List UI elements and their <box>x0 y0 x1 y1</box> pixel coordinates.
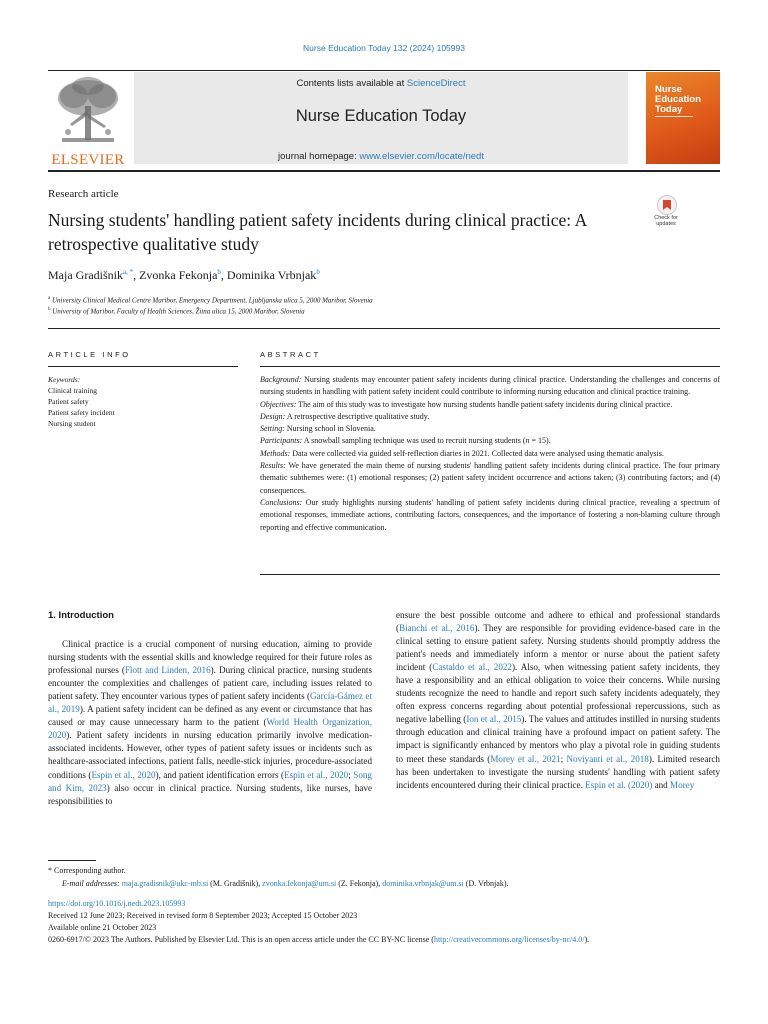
body-text: ), and patient identification errors ( <box>155 769 285 780</box>
body-column-right <box>396 609 720 792</box>
elsevier-wordmark: ELSEVIER <box>51 152 125 168</box>
abstract-rule-bottom <box>260 574 720 575</box>
keyword: Nursing student <box>48 419 96 428</box>
section-heading: 1. Introduction <box>48 610 114 621</box>
abstract-participants <box>260 435 720 447</box>
citation-link[interactable]: Espin et al. (2020) <box>585 779 653 790</box>
author-separator: , <box>220 268 227 282</box>
body-text: ; <box>560 753 567 764</box>
corresponding-author-note: * Corresponding author. <box>48 866 126 875</box>
email-owner: (D. Vrbnjak). <box>463 879 509 888</box>
design-text: A retrospective descriptive qualitative study. <box>285 411 430 421</box>
homepage-link[interactable]: www.elsevier.com/locate/nedt <box>359 151 484 162</box>
citation-link[interactable]: World Health Organization, 2020 <box>48 717 372 741</box>
email-link[interactable]: dominika.vrbnjak@um.si <box>382 879 464 888</box>
abstract-conclusions <box>260 497 720 534</box>
objectives-text: The aim of this study was to investigate how nursing students handle patient safety incidents during clinical practice. <box>296 399 673 409</box>
participants-label: Participants: <box>260 436 303 446</box>
author-separator: , <box>133 268 140 282</box>
check-for-updates-button[interactable] <box>651 195 681 231</box>
bookmark-icon <box>657 195 677 215</box>
keyword: Patient safety incident <box>48 408 115 417</box>
homepage-prefix: journal homepage: <box>278 151 360 162</box>
conclusions-label: Conclusions: <box>260 497 303 507</box>
citation-link[interactable]: Song and Kim, 2023 <box>48 769 372 793</box>
methods-text: Data were collected via guided self-reflection diaries in 2021. Collected data were analysed using thematic analysis. <box>290 448 664 458</box>
received-dates: Received 12 June 2023; Received in revised form 8 September 2023; Accepted 15 October 2023 <box>48 911 358 920</box>
check-updates-label: Check for updates <box>654 215 678 227</box>
participants-text-end: = 15). <box>529 436 551 446</box>
footnote-rule <box>48 860 96 861</box>
setting-text: Nursing school in Slovenia. <box>284 424 376 434</box>
email-label: E-mail addresses: <box>62 879 120 888</box>
affiliation-text: University of Maribor, Faculty of Health Sciences, Žitna ulica 15, 2000 Maribor, Slovenia <box>52 307 305 316</box>
tree-icon <box>48 76 128 148</box>
cover-divider <box>655 116 693 117</box>
license-link[interactable]: http://creativecommons.org/licenses/by-nc/4.0/ <box>433 935 585 944</box>
participants-text: A snowball sampling technique was used to recruit nursing students ( <box>302 436 526 446</box>
elsevier-logo[interactable] <box>48 76 128 166</box>
abstract-objectives <box>260 399 720 411</box>
abstract-methods <box>260 448 720 460</box>
author-name[interactable]: Dominika Vrbnjak <box>226 268 317 282</box>
license-line <box>48 934 720 945</box>
author-affil-mark[interactable]: b <box>217 268 221 276</box>
objectives-label: Objectives: <box>260 399 297 409</box>
sciencedirect-link[interactable]: ScienceDirect <box>406 78 466 89</box>
journal-banner <box>134 72 628 164</box>
design-label: Design: <box>260 411 286 421</box>
body-text: ). Patient safety incidents in nursing education primarily involve medication-associated incidents. However, other types of patient safety issues or incidents such as healthcare-associated infections, patient falls, needle-stick injuries, procedure-associated conditions ( <box>48 730 372 780</box>
doi-link[interactable]: https://doi.org/10.1016/j.nedt.2023.105993 <box>48 899 186 908</box>
citation-link[interactable]: Flott and Linden, 2016 <box>124 665 211 676</box>
email-owner: (M. Gradišnik), <box>208 879 263 888</box>
affiliation <box>48 307 305 315</box>
license-text: 0260-6917/© 2023 The Authors. Published by Elsevier Ltd. This is an open access article under the CC BY-NC license ( <box>48 935 434 944</box>
background-text: Nursing students may encounter patient safety incidents during clinical practice. Understanding the challenges and concerns of nursing students in handling with patient safety incident could contribute to informing nursing education and clinical practice training. <box>260 375 720 397</box>
cover-title: Nurse Education Today <box>655 84 701 115</box>
citation-link[interactable]: Ion et al., 2015 <box>466 714 522 725</box>
results-label: Results: <box>260 461 286 471</box>
citation-link[interactable]: García-Gámez et al., 2019 <box>48 691 372 715</box>
abstract-results <box>260 460 720 497</box>
info-rule <box>48 366 238 367</box>
journal-cover[interactable] <box>646 72 720 164</box>
article-info-heading: ARTICLE INFO <box>48 350 131 359</box>
body-text: ). They are responsible for providing evidence-based care in the clinical setting to ensure patient safety. Nursing students should promptly address the patient's needs and immediately inform a mentor or nurse about the patient safety incident ( <box>396 623 720 673</box>
intro-paragraph-continued <box>396 609 720 792</box>
affiliation-text: University Clinical Medical Centre Maribor, Emergency Department, Ljubljanska ulica 5, 2000 Maribor, Slovenia <box>51 296 373 305</box>
body-text: Clinical practice is a crucial component of nursing education, aiming to provide nursing students with the essential skills and knowledge required for their future roles as professional nurses ( <box>48 639 372 676</box>
header-top-rule <box>48 70 720 71</box>
citation-link[interactable]: Castaldo et al., 2022 <box>432 662 512 673</box>
body-text: ). A patient safety incident can be defined as any event or circumstance that has caused or may cause unnecessary harm to the patient ( <box>48 704 372 728</box>
citation-link[interactable]: Noviyanti et al., 2018 <box>566 753 649 764</box>
abstract-design <box>260 411 720 423</box>
homepage-line <box>134 151 628 162</box>
author-list <box>48 268 320 283</box>
conclusions-text: Our study highlights nursing students' handling of patient safety incidents during clinical practice, revealing a spectrum of emotional responses, immediate actions, contributing factors, consequences, and the importance of fostering a non-blaming culture through reporting and effective communication. <box>260 497 720 532</box>
participants-n: n <box>525 436 530 446</box>
citation-link[interactable]: Morey <box>670 779 695 790</box>
header-bottom-rule <box>48 170 720 172</box>
body-text: ). The values and attitudes instilled in nursing students through education and clinical training have a profound impact on patient safety. The impact is significantly enhanced by mentors who play a pivotal role in guiding students to meet these standards ( <box>396 714 720 764</box>
abstract-setting <box>260 423 720 435</box>
license-text-end: ). <box>584 935 590 944</box>
abstract-body <box>260 374 720 534</box>
article-type: Research article <box>48 188 119 200</box>
contents-prefix: Contents lists available at <box>296 78 407 89</box>
results-text: We have generated the main theme of nursing students' handling patient safety incidents during clinical practice. The four primary thematic subthemes were: (1) emotional responses; (2) patient safety incident occurrence and actions taken; (3) contributing factors; and (4) consequences. <box>260 461 720 495</box>
citation-link[interactable]: Bianchi et al., 2016 <box>399 623 475 634</box>
abstract-background <box>260 374 720 399</box>
author-affil-mark[interactable]: b <box>316 268 320 276</box>
citation-link[interactable]: Morey et al., 2021 <box>490 753 561 764</box>
journal-title: Nurse Education Today <box>295 107 467 125</box>
intro-paragraph <box>48 638 372 808</box>
author-name[interactable]: Zvonka Fekonja <box>139 268 218 282</box>
email-addresses <box>62 878 720 889</box>
email-owner: (Z. Fekonja), <box>336 879 383 888</box>
background-label: Background: <box>260 375 302 384</box>
body-text: ; <box>348 769 354 780</box>
setting-label: Setting: <box>260 424 285 434</box>
affiliation-mark: b <box>48 307 51 312</box>
keywords-block <box>48 374 238 429</box>
citation-link[interactable]: Espin et al., 2020 <box>91 769 156 780</box>
abstract-heading: ABSTRACT <box>260 350 321 359</box>
body-text: ensure the best possible outcome and adhere to ethical and professional standards ( <box>396 610 720 634</box>
contents-line <box>134 78 628 89</box>
keyword: Clinical training <box>48 386 97 395</box>
author-affil-mark[interactable]: a, * <box>122 268 134 276</box>
body-text: ) also occur in clinical practice. Nursing students, like nurses, have responsibilities to <box>48 782 373 806</box>
keyword: Patient safety <box>48 397 89 406</box>
email-link[interactable]: maja.gradisnik@ukc-mb.si <box>121 879 209 888</box>
title-bottom-rule <box>48 328 720 329</box>
citation-link[interactable]: Espin et al., 2020 <box>284 769 349 780</box>
author-name[interactable]: Maja Gradišnik <box>48 268 123 282</box>
journal-citation[interactable]: Nurse Education Today 132 (2024) 105993 <box>303 43 465 53</box>
body-text: ). Also, when witnessing patient safety incidents, they have a responsibility and an ethical obligation to voice their concerns. While nursing students recognize the need to handle and report such safety incidents adequately, they often express concerns regarding about potential professional repercussions, such as negative labelling ( <box>396 662 720 725</box>
available-online: Available online 21 October 2023 <box>48 923 157 932</box>
article-title: Nursing students' handling patient safety incidents during clinical practice: A retrospective qualitative study <box>48 210 587 254</box>
body-text: ). Limited research has been undertaken to investigate the nursing students' handling with patient safety incidents encountered during their clinical practice. <box>396 753 720 790</box>
affiliation-mark: a <box>48 296 51 301</box>
abstract-rule-top <box>260 366 720 367</box>
affiliation <box>48 296 373 304</box>
body-text: and <box>652 779 670 790</box>
email-link[interactable]: zvonka.fekonja@um.si <box>262 879 337 888</box>
body-column-left <box>48 609 372 808</box>
body-text: ). During clinical practice, nursing students encounter the complexities and challenges of patient care, including issues related to patient safety. They encounter various types of patient safety incidents ( <box>48 665 372 702</box>
methods-label: Methods: <box>260 448 291 458</box>
keywords-label: Keywords: <box>48 375 81 384</box>
